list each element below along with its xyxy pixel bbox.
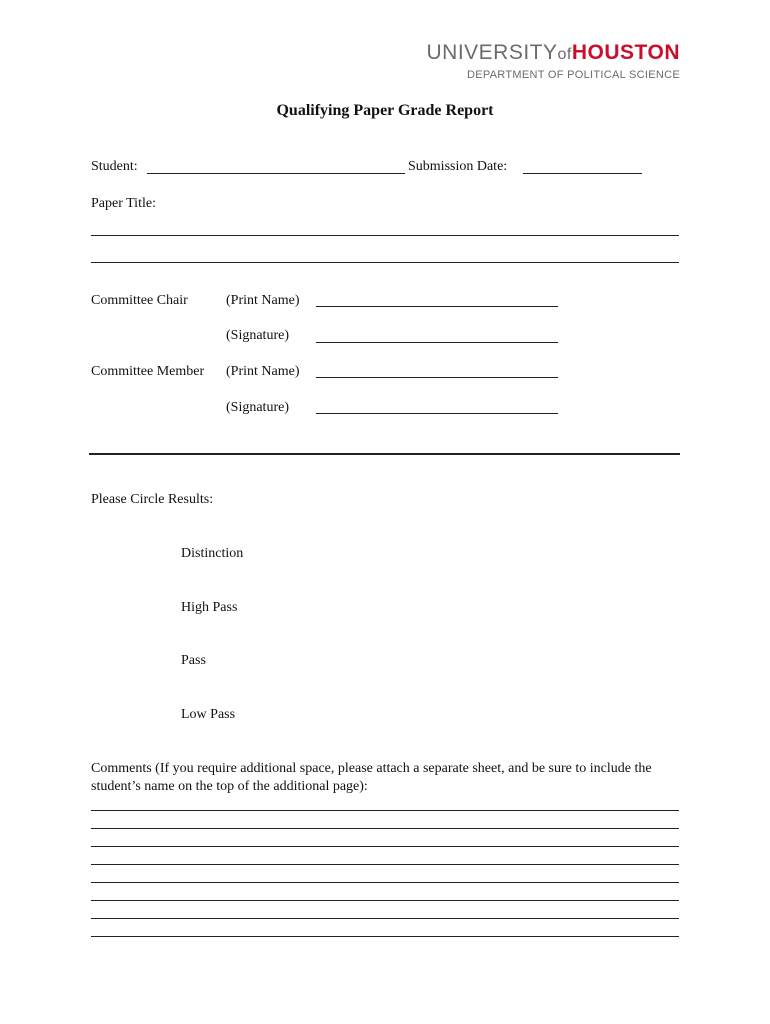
paper-title-field-line-1[interactable]: [91, 235, 679, 236]
comments-line[interactable]: [91, 882, 679, 883]
submission-date-label: Submission Date:: [408, 159, 508, 174]
member-print-name-label: (Print Name): [226, 364, 300, 379]
student-label: Student:: [91, 159, 138, 174]
result-option-high-pass[interactable]: High Pass: [181, 600, 238, 615]
circle-results-label: Please Circle Results:: [91, 492, 214, 507]
logo-of: of: [557, 46, 572, 63]
chair-print-name-field[interactable]: [316, 306, 558, 307]
member-signature-field[interactable]: [316, 413, 558, 414]
comments-line[interactable]: [91, 828, 679, 829]
comments-label: Comments (If you require additional space, please attach a separate sheet, and be sure to include the student’s name on the top of the additional page):: [91, 761, 652, 794]
submission-date-field[interactable]: [523, 173, 642, 174]
comments-line[interactable]: [91, 936, 679, 937]
chair-signature-field[interactable]: [316, 342, 558, 343]
logo-wordmark: [427, 40, 681, 68]
comments-line[interactable]: [91, 846, 679, 847]
logo-houston: HOUSTON: [571, 41, 680, 64]
logo-university: UNIVERSITY: [426, 41, 558, 64]
member-print-name-field[interactable]: [316, 377, 558, 378]
paper-title-label: Paper Title:: [91, 196, 156, 211]
university-logo: [427, 40, 681, 82]
comments-line[interactable]: [91, 810, 679, 811]
comments-line[interactable]: [91, 864, 679, 865]
comments-line[interactable]: [91, 918, 679, 919]
form-title: Qualifying Paper Grade Report: [276, 102, 494, 119]
member-signature-label: (Signature): [226, 400, 289, 415]
committee-member-label: Committee Member: [91, 364, 205, 379]
comments-line[interactable]: [91, 900, 679, 901]
committee-chair-label: Committee Chair: [91, 293, 188, 308]
section-divider: [89, 453, 680, 455]
result-option-pass[interactable]: Pass: [181, 653, 206, 668]
student-field[interactable]: [147, 173, 405, 174]
paper-title-field-line-2[interactable]: [91, 262, 679, 263]
chair-signature-label: (Signature): [226, 328, 289, 343]
result-option-distinction[interactable]: Distinction: [181, 546, 244, 561]
logo-department: DEPARTMENT OF POLITICAL SCIENCE: [466, 69, 680, 81]
chair-print-name-label: (Print Name): [226, 293, 300, 308]
result-option-low-pass[interactable]: Low Pass: [181, 707, 236, 722]
